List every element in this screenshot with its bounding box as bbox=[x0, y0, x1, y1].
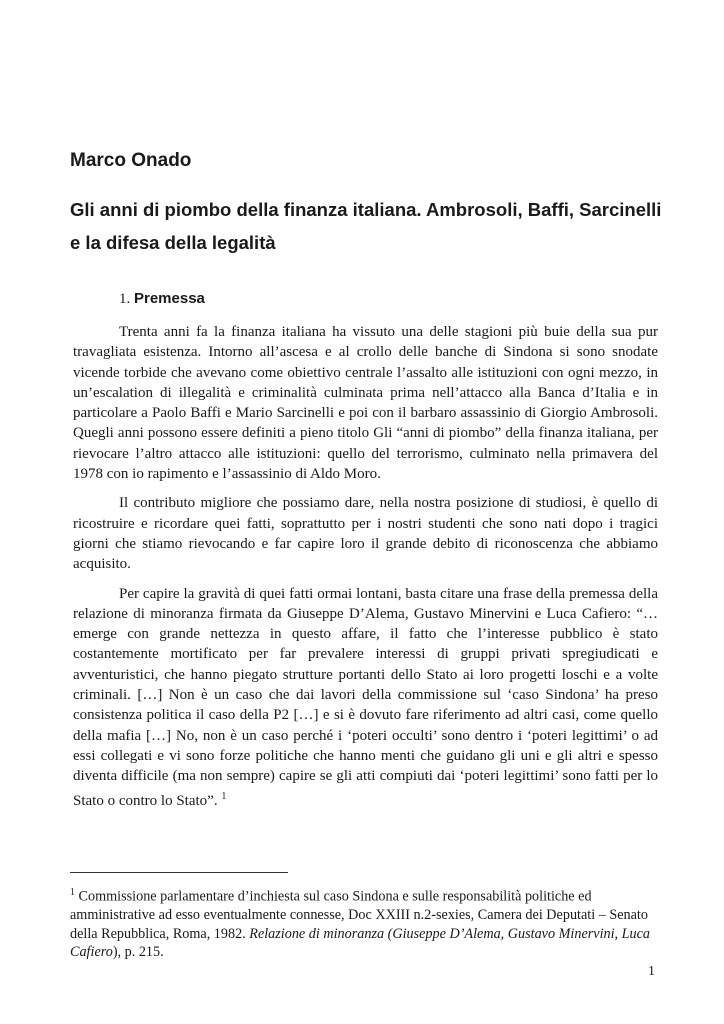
section-number: 1. bbox=[119, 291, 131, 307]
author-name: Marco Onado bbox=[70, 150, 192, 171]
paragraph-1: Trenta anni fa la finanza italiana ha vissuto una delle stagioni più buie della sua pur travagliata esistenza. Intorno all’ascesa e al crollo delle banche di Sindona si sono snodate vicende torbide che avevano come obiettivo centrale l’assalto alle istituzioni con ogni mezzo, in un’escalation di illegalità e criminalità culminata prima nell’attacco alla Banca d’Italia e in particolare a Paolo Baffi e Mario Sarcinelli e poi con il barbaro assassinio di Giorgio Ambrosoli. Quegli anni possono essere definiti a pieno titolo Gli “anni di piombo” della finanza italiana, per rievocare l’altro attacco alle istituzioni: quello del terrorismo, culminato nella primavera del 1978 con io rapimento e l’assassinio di Aldo Moro. bbox=[73, 324, 658, 483]
footnote-marker: 1 bbox=[70, 887, 75, 898]
section-heading bbox=[119, 290, 205, 308]
document-title: Gli anni di piombo della finanza italiana. Ambrosoli, Baffi, Sarcinelli e la difesa della legalità bbox=[70, 199, 662, 253]
page-number: 1 bbox=[648, 964, 655, 979]
paragraph-2: Il contributo migliore che possiamo dare, nella nostra posizione di studiosi, è quello di ricostruire e ricordare quei fatti, soprattutto per i nostri studenti che sono nati dopo i tragici giorni che stiamo rievocando e far capire loro il grande debito di riconoscenza che abbiamo acquisito. bbox=[73, 495, 658, 573]
body-text bbox=[73, 322, 658, 820]
paragraph-3-text: Per capire la gravità di quei fatti ormai lontani, basta citare una frase della premessa della relazione di minoranza firmata da Giuseppe D’Alema, Gustavo Minervini e Luca Cafiero: “… emerge con grande nettezza in questo affare, il fatto che l’interesse pubblico è stato costantemente mortificato per far prevalere interessi di gruppi privati spregiudicati e avventuristici, che hanno piegato strutture portanti dello Stato ai loro progetti loschi e a volte criminali. […] Non è un caso che dai lavori della commissione sul ‘caso Sindona’ ha preso consistenza politica il caso della P2 […] e si è dovuto fare riferimento ad altri casi, come quello della mafia […] No, non è un caso perché i ‘poteri occulti’ sono dentro i ‘poteri legittimi’ o ad essi collegati e vi sono forze politiche che hanno menti che guidano gli uni e gli altri e spesso diventa difficile (ma non sempre) capire se gli atti compiuti dai ‘poteri legittimi’ sono fatti per lo Stato o contro lo Stato”. bbox=[73, 585, 658, 809]
section-title: Premessa bbox=[134, 290, 205, 307]
footnote-page: ), p. 215. bbox=[112, 944, 164, 961]
footnote bbox=[70, 884, 655, 962]
paragraph-3 bbox=[73, 584, 658, 811]
footnote-separator bbox=[70, 872, 288, 873]
footnote-italic-title: Relazione di minoranza (Giuseppe D’Alema, Gustavo Minervini, Luca Cafiero bbox=[70, 925, 651, 961]
footnote-reference[interactable]: 1 bbox=[221, 790, 227, 802]
footnote-text: Commissione parlamentare d’inchiesta sul caso Sindona e sulle responsabilità politiche ed amministrative ad esso eventualmente connesse, Doc XXIII n.2-sexies, Camera dei Deputati – Senato della Repubblica, Roma, 1982. bbox=[70, 888, 648, 942]
